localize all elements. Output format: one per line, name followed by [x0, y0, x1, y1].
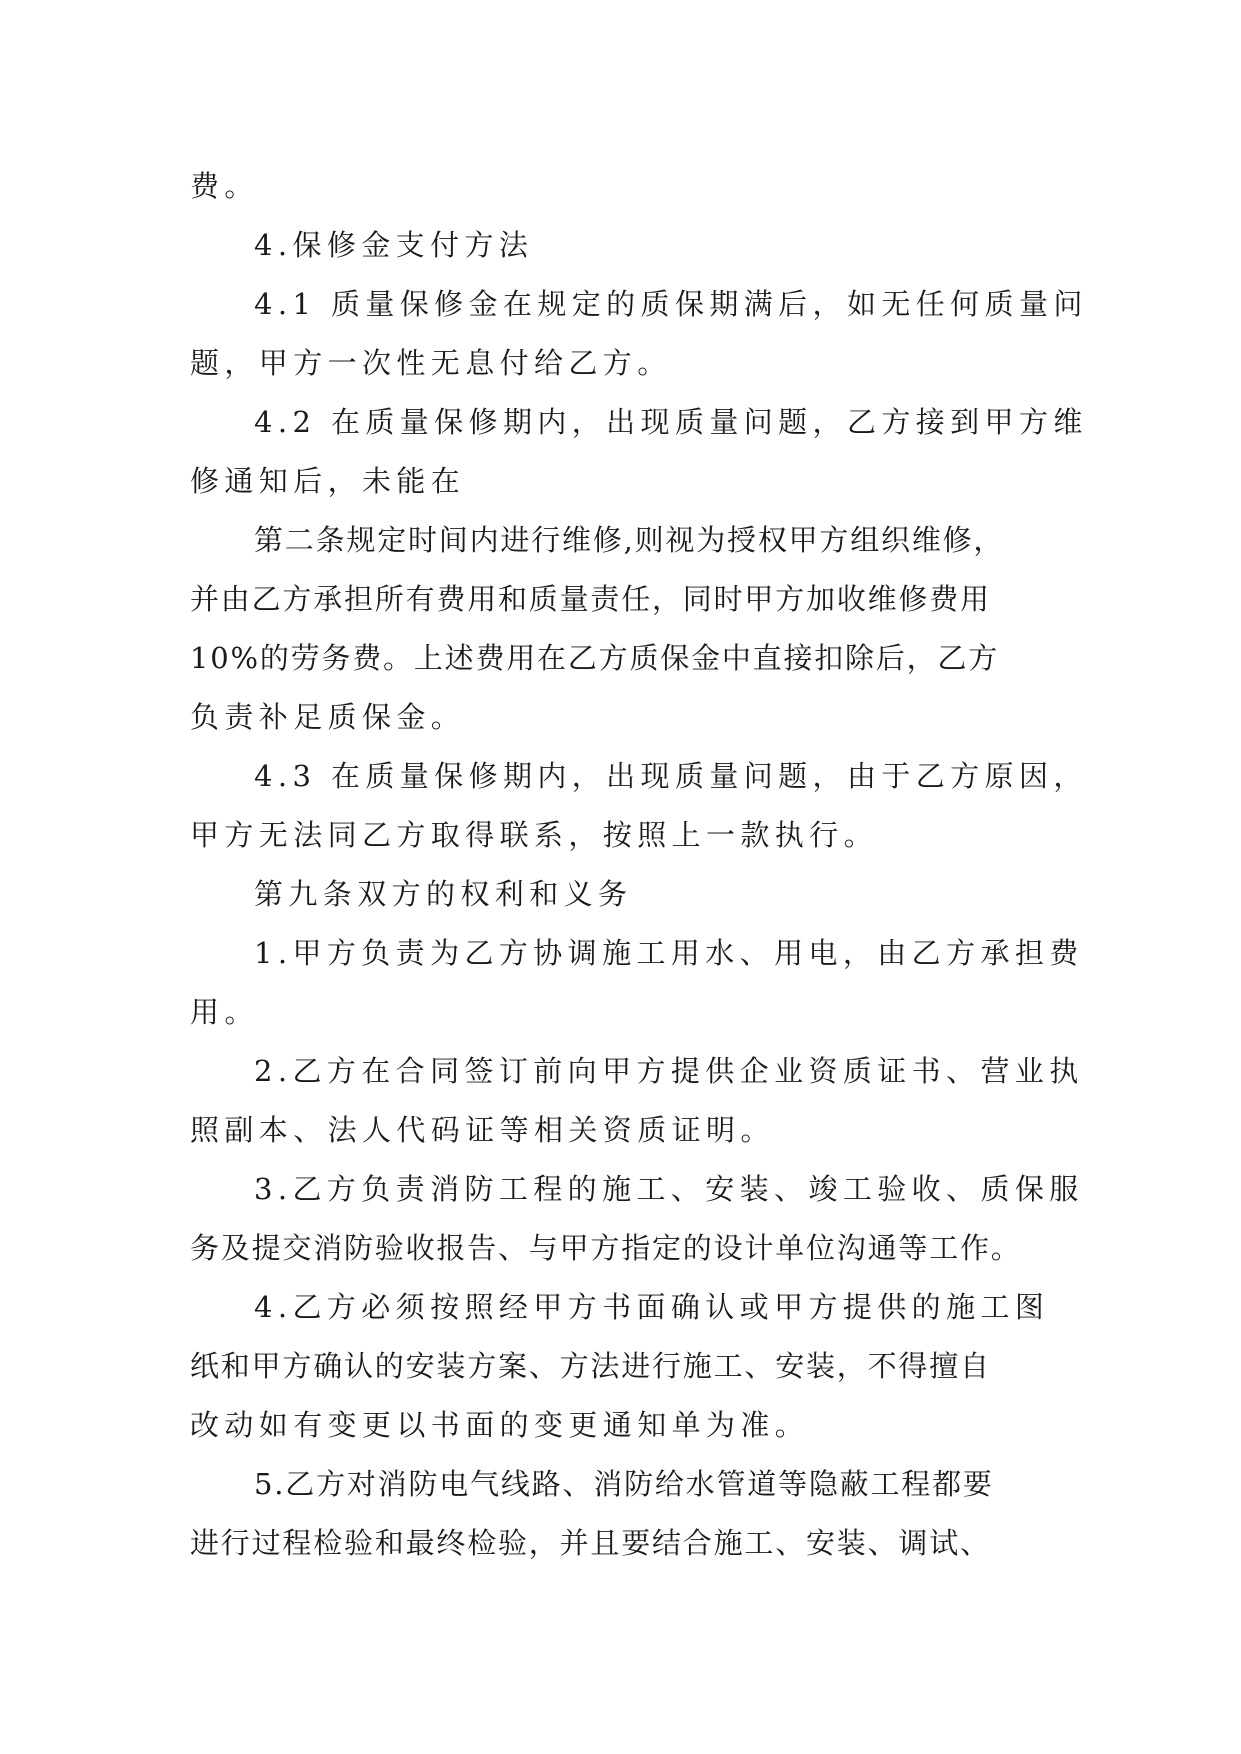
section-heading: 4.保修金支付方法 — [254, 228, 534, 262]
text-line: 10%的劳务费。上述费用在乙方质保金中直接扣除后，乙方 — [190, 641, 1000, 675]
text-line: 纸和甲方确认的安装方案、方法进行施工、安装，不得擅自 — [190, 1349, 991, 1383]
text-line: 负责补足质保金。 — [190, 700, 466, 734]
text-line: 4.乙方必须按照经甲方书面确认或甲方提供的施工图 — [254, 1290, 1050, 1324]
document-body — [190, 157, 1088, 1573]
article-heading: 第九条双方的权利和义务 — [254, 877, 633, 911]
text-line: 1.甲方负责为乙方协调施工用水、用电，由乙方承担费 — [254, 936, 1084, 970]
text-line: 进行过程检验和最终检验，并且要结合施工、安装、调试、 — [190, 1526, 991, 1560]
text-line: 题，甲方一次性无息付给乙方。 — [190, 346, 672, 380]
text-line: 4.1 质量保修金在规定的质保期满后，如无任何质量问 — [254, 287, 1088, 321]
text-line: 修通知后，未能在 — [190, 464, 466, 498]
text-line: 4.2 在质量保修期内，出现质量问题，乙方接到甲方维 — [254, 405, 1088, 439]
text-line: 2.乙方在合同签订前向甲方提供企业资质证书、营业执 — [254, 1054, 1084, 1088]
text-line: 4.3 在质量保修期内，出现质量问题，由于乙方原因， — [254, 759, 1088, 793]
text-line: 务及提交消防验收报告、与甲方指定的设计单位沟通等工作。 — [190, 1231, 1022, 1265]
text-line: 甲方无法同乙方取得联系，按照上一款执行。 — [190, 818, 879, 852]
text-line: 5.乙方对消防电气线路、消防给水管道等隐蔽工程都要 — [254, 1467, 994, 1501]
text-line: 费。 — [190, 169, 259, 203]
text-line: 照副本、法人代码证等相关资质证明。 — [190, 1113, 775, 1147]
text-line: 用。 — [190, 995, 259, 1029]
text-line: 并由乙方承担所有费用和质量责任，同时甲方加收维修费用 — [190, 582, 991, 616]
text-line: 3.乙方负责消防工程的施工、安装、竣工验收、质保服 — [254, 1172, 1084, 1206]
text-line: 第二条规定时间内进行维修,则视为授权甲方组织维修， — [254, 523, 1005, 557]
text-line: 改动如有变更以书面的变更通知单为准。 — [190, 1408, 810, 1442]
